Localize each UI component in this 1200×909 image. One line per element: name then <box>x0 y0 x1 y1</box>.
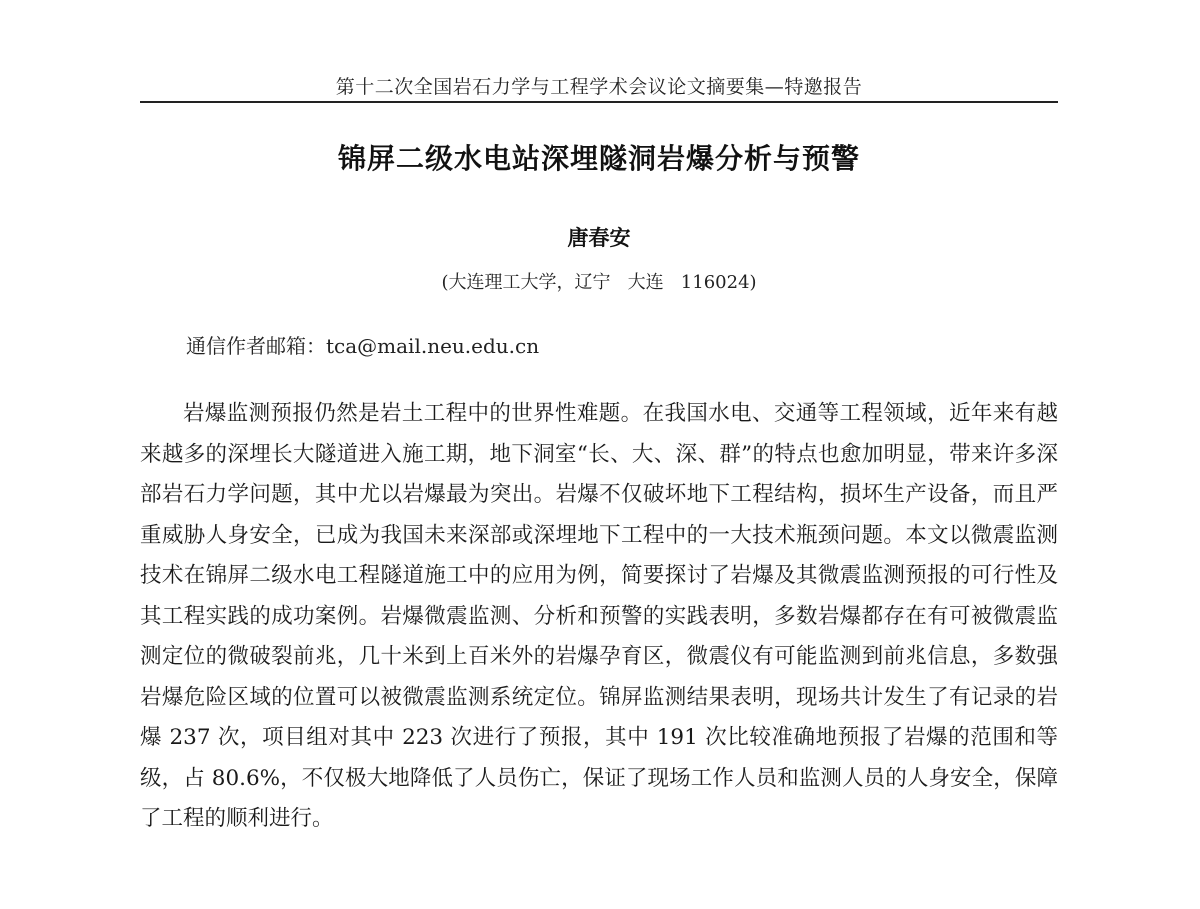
running-header: 第十二次全国岩石力学与工程学术会议论文摘要集—特邀报告 <box>335 76 863 98</box>
author-affiliation: (大连理工大学，辽宁 大连 116024) <box>441 272 757 293</box>
author-name: 唐春安 <box>567 226 631 250</box>
email-address: tca@mail.neu.edu.cn <box>326 334 540 358</box>
email-label: 通信作者邮箱： <box>186 334 326 358</box>
header-rule <box>140 101 1058 103</box>
paper-title: 锦屏二级水电站深埋隧洞岩爆分析与预警 <box>337 142 860 175</box>
abstract-body: 岩爆监测预报仍然是岩土工程中的世界性难题。在我国水电、交通等工程领域，近年来有越来越多的深埋长大隧道进入施工期，地下洞室“长、大、深、群”的特点也愈加明显，带来许多深部岩石力学问题，其中尤以岩爆最为突出。岩爆不仅破坏地下工程结构，损坏生产设备，而且严重威胁人身安全，已成为我国未来深部或深埋地下工程中的一大技术瓶颈问题。本文以微震监测技术在锦屏二级水电工程隧道施工中的应用为例，简要探讨了岩爆及其微震监测预报的可行性及其工程实践的成功案例。岩爆微震监测、分析和预警的实践表明，多数岩爆都存在有可被微震监测定位的微破裂前兆，几十米到上百米外的岩爆孕育区，微震仪有可能监测到前兆信息，多数强岩爆危险区域的位置可以被微震监测系统定位。锦屏监测结果表明，现场共计发生了有记录的岩爆 237 次，项目组对其中 223 次进行了预报，其中 191 次比较准确地预报了岩爆的范围和等级，占 80.6%，不仅极大地降低了人员伤亡，保证了现场工作人员和监测人员的人身安全，保障了工程的顺利进行。 <box>140 401 1058 831</box>
corresponding-email-line <box>186 330 539 359</box>
